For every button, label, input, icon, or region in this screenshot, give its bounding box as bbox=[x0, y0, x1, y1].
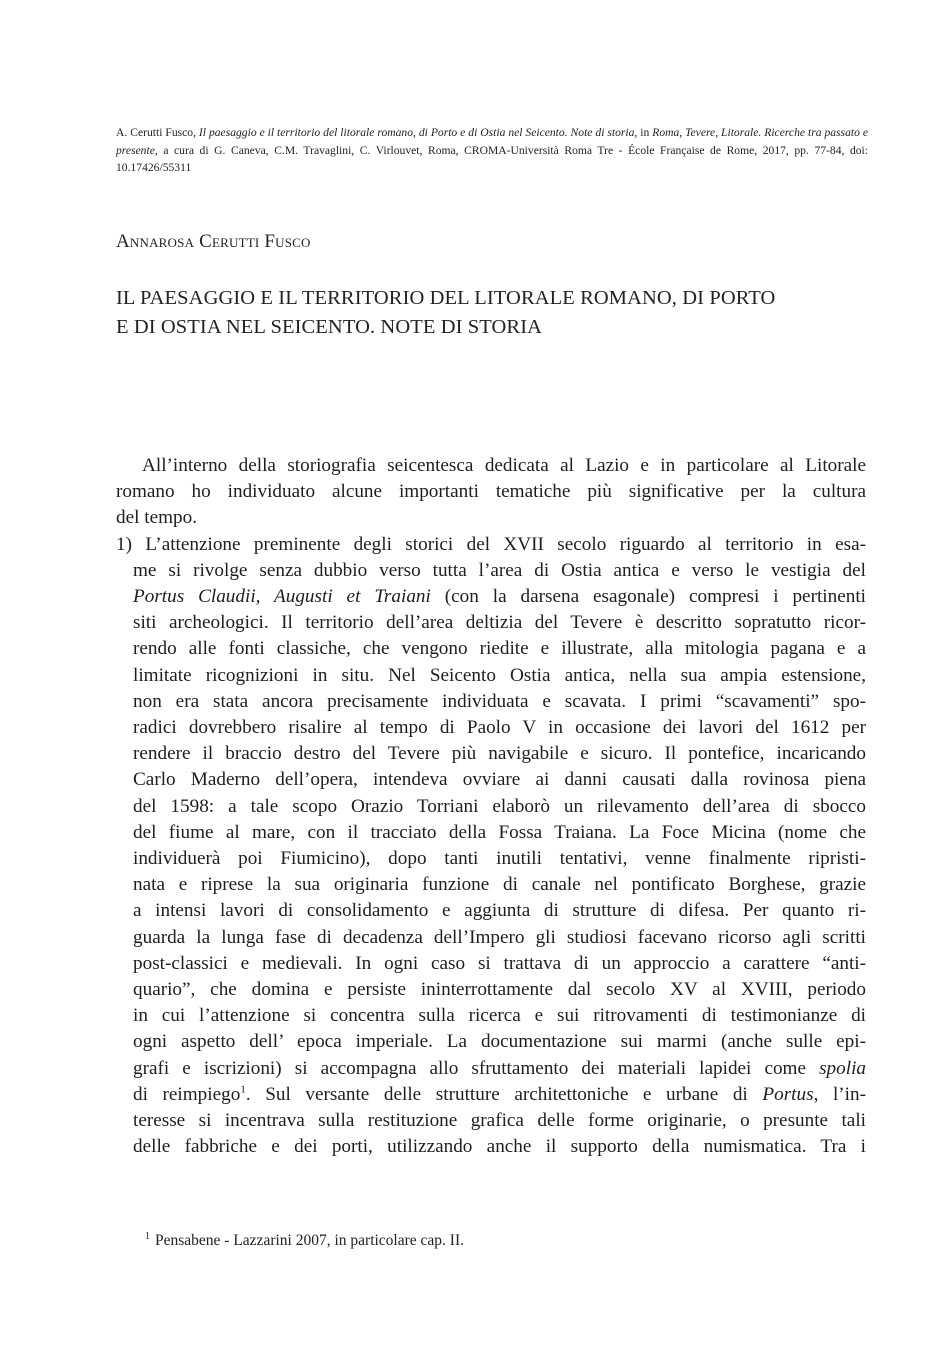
item-line: di reimpiego$^1$. Sul versante delle strutture architettoniche e urbane di Portus, l’in- bbox=[133, 1083, 866, 1105]
citation bbox=[116, 124, 868, 177]
citation-details: a cura di G. Caneva, C.M. Travaglini, C. Virlouvet, Roma, CROMA-Università Roma Tre - École Française de Rome, 2017, pp. 77-84, doi: 10.17426/55311 bbox=[116, 143, 868, 174]
item-line: limitate ricognizioni in situ. Nel Seicento Ostia antica, nella sua ampia estensione, bbox=[133, 664, 866, 686]
italic-portus-claudii: Portus Claudii, Augusti et Traiani bbox=[133, 586, 431, 608]
intro-line: All’interno della storiografia seicentesca dedicata al Lazio e in particolare al Litorale bbox=[142, 455, 866, 476]
item-line: ogni aspetto dell’ epoca imperiale. La documentazione sui marmi (anche sulle epi- bbox=[133, 1031, 866, 1053]
italic-portus: Portus bbox=[762, 1083, 814, 1105]
item-line: siti archeologici. Il territorio dell’area deltizia del Tevere è descritto sopratutto ricor- bbox=[133, 612, 866, 634]
item-line: rendo alle fonti classiche, che vengono riedite e illustrate, alla mitologia pagana e a bbox=[133, 638, 866, 660]
item-line: teresse si incentrava sulla restituzione grafica delle forme originarie, o presunte tali bbox=[133, 1110, 866, 1132]
title-line-1: IL PAESAGGIO E IL TERRITORIO DEL LITORALE ROMANO, DI PORTO bbox=[116, 287, 776, 309]
intro-line: romano ho individuato alcune importanti tematiche più significative per la cultura bbox=[116, 481, 866, 503]
item-line: delle fabbriche e dei porti, utilizzando anche il supporto della numismatica. Tra i bbox=[133, 1136, 866, 1158]
item-line: del 1598: a tale scopo Orazio Torriani elaborò un rilevamento dell’area di sbocco bbox=[133, 795, 866, 817]
item-line: a intensi lavori di consolidamento e aggiunta di strutture di difesa. Per quanto ri- bbox=[133, 900, 866, 922]
list-item-1 bbox=[116, 532, 866, 1161]
item-line: del fiume al mare, con il tracciato della Fossa Traiana. La Foce Micina (nome che bbox=[133, 821, 866, 843]
title-line-2: E DI OSTIA NEL SEICENTO. NOTE DI STORIA bbox=[116, 316, 543, 338]
body-text bbox=[116, 453, 866, 1160]
footnote-text: Pensabene - Lazzarini 2007, in particolare cap. II. bbox=[155, 1232, 464, 1249]
item-line: guarda la lunga fase di decadenza dell’Impero gli studiosi facevano ricorso agli scritti bbox=[133, 926, 866, 948]
citation-in: in bbox=[637, 126, 653, 139]
item-line: rendere il braccio destro del Tevere più navigabile e sicuro. Il pontefice, incaricando bbox=[133, 743, 866, 765]
item-line: non era stata ancora precisamente individuata e scavata. I primi “scavamenti” spo- bbox=[133, 690, 866, 712]
item-line: in cui l’attenzione si concentra sulla ricerca e sui ritrovamenti di testimonianze di bbox=[133, 1005, 866, 1027]
item-line: post-classici e medievali. In ogni caso si trattava di un approccio a carattere “anti- bbox=[133, 952, 866, 974]
article-title bbox=[116, 284, 876, 342]
item-line: nata e riprese la sua originaria funzione di canale nel pontificato Borghese, grazie bbox=[133, 874, 866, 896]
author-name: Annarosa Cerutti Fusco bbox=[116, 231, 311, 252]
item-line: quario”, che domina e persiste ininterrottamente dal secolo XV al XVIII, periodo bbox=[133, 979, 866, 1001]
item-line: me si rivolge senza dubbio verso tutta l’area di Ostia antica e verso le vestigia del bbox=[133, 559, 866, 581]
item-line: grafi e iscrizioni) si accompagna allo sfruttamento dei materiali lapidei come spolia bbox=[133, 1057, 866, 1079]
item-line: Carlo Maderno dell’opera, intendeva ovviare ai danni causati dalla rovinosa piena bbox=[133, 769, 866, 791]
italic-spolia: spolia bbox=[819, 1057, 866, 1079]
citation-author: A. Cerutti Fusco, bbox=[116, 126, 199, 139]
item-line: individuerà poi Fiumicino), dopo tanti inutili tentativi, venne finalmente ripristi- bbox=[133, 848, 866, 870]
intro-paragraph bbox=[116, 453, 866, 532]
item-lines-a bbox=[133, 610, 866, 1055]
item-lines-b bbox=[133, 1108, 866, 1160]
footnote-number: 1 bbox=[145, 1230, 150, 1242]
item-line: 1) L’attenzione preminente degli storici del XVII secolo riguardo al territorio in esa- bbox=[116, 533, 866, 555]
footnote-reference[interactable]: 1 bbox=[240, 1083, 246, 1096]
footnote bbox=[145, 1232, 464, 1250]
citation-book-title: Roma, Tevere, Litorale. Ricerche tra passato e presente, bbox=[116, 126, 868, 157]
citation-article-title: Il paesaggio e il territorio del litorale romano, di Porto e di Ostia nel Seicento. Note di storia, bbox=[198, 126, 638, 139]
item-line: radici dovrebbero risalire al tempo di Paolo V in occasione dei lavori del 1612 per bbox=[133, 717, 866, 739]
item-line: Portus Claudii, Augusti et Traiani (con la darsena esagonale) compresi i pertinenti bbox=[133, 586, 866, 608]
intro-line: del tempo. bbox=[116, 507, 197, 529]
